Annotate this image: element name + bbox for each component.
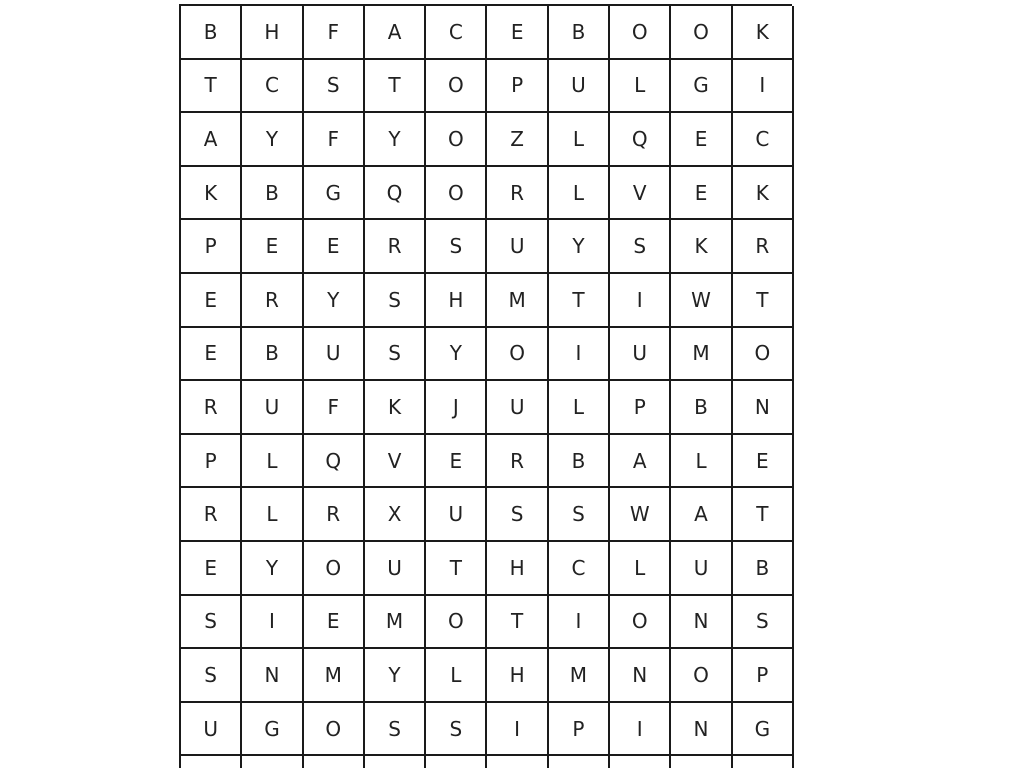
grid-cell[interactable]: S	[181, 649, 242, 703]
grid-cell[interactable]: R	[487, 167, 548, 221]
grid-cell[interactable]: U	[610, 328, 671, 382]
grid-cell[interactable]: U	[487, 220, 548, 274]
grid-cell[interactable]: Z	[487, 113, 548, 167]
grid-cell[interactable]: H	[487, 542, 548, 596]
grid-cell[interactable]: S	[181, 596, 242, 650]
grid-cell[interactable]: M	[671, 328, 732, 382]
grid-cell[interactable]: O	[610, 6, 671, 60]
grid-cell[interactable]: F	[304, 381, 365, 435]
grid-cell[interactable]: N	[671, 703, 732, 757]
grid-cell[interactable]	[181, 756, 242, 768]
grid-cell[interactable]: Q	[304, 435, 365, 489]
word-search-grid	[179, 4, 792, 768]
grid-cell[interactable]: M	[365, 596, 426, 650]
grid-cell[interactable]: I	[733, 60, 794, 114]
grid-cell[interactable]: T	[487, 596, 548, 650]
grid-cell[interactable]: B	[242, 328, 303, 382]
grid-cell[interactable]	[733, 756, 794, 768]
grid-cell[interactable]: O	[426, 60, 487, 114]
grid-cell[interactable]: U	[242, 381, 303, 435]
grid-cell[interactable]: E	[181, 542, 242, 596]
grid-cell[interactable]: W	[610, 488, 671, 542]
grid-cell[interactable]: K	[671, 220, 732, 274]
grid-cell[interactable]: O	[426, 113, 487, 167]
grid-cell[interactable]: R	[304, 488, 365, 542]
grid-cell[interactable]: C	[549, 542, 610, 596]
grid-cell[interactable]: N	[242, 649, 303, 703]
grid-cell[interactable]: V	[365, 435, 426, 489]
grid-cell[interactable]: S	[365, 274, 426, 328]
grid-cell[interactable]: U	[671, 542, 732, 596]
grid-cell[interactable]: K	[733, 6, 794, 60]
grid-cell[interactable]: Y	[426, 328, 487, 382]
grid-cell[interactable]: U	[304, 328, 365, 382]
grid-cell[interactable]: L	[549, 167, 610, 221]
grid-cell[interactable]: S	[365, 328, 426, 382]
grid-cell[interactable]: E	[487, 6, 548, 60]
grid-cell[interactable]: R	[365, 220, 426, 274]
grid-cell[interactable]: S	[304, 60, 365, 114]
grid-cell[interactable]: E	[181, 274, 242, 328]
grid-cell[interactable]: I	[549, 328, 610, 382]
grid-cell[interactable]: Y	[242, 113, 303, 167]
grid-cell[interactable]: H	[242, 6, 303, 60]
grid-cell[interactable]: L	[671, 435, 732, 489]
grid-cell[interactable]: M	[304, 649, 365, 703]
grid-cell[interactable]: S	[365, 703, 426, 757]
grid-cell[interactable]: P	[487, 60, 548, 114]
grid-cell[interactable]: L	[242, 488, 303, 542]
grid-cell[interactable]: A	[610, 435, 671, 489]
grid-cell[interactable]: B	[549, 435, 610, 489]
grid-cell[interactable]: Q	[365, 167, 426, 221]
grid-cell[interactable]: J	[426, 381, 487, 435]
grid-cell[interactable]: F	[304, 113, 365, 167]
grid-cell[interactable]: P	[181, 220, 242, 274]
grid-cell[interactable]: A	[365, 6, 426, 60]
grid-cell[interactable]: M	[487, 274, 548, 328]
grid-cell[interactable]: I	[549, 596, 610, 650]
grid-cell[interactable]: S	[610, 220, 671, 274]
grid-cell[interactable]: Y	[549, 220, 610, 274]
grid-cell[interactable]: B	[242, 167, 303, 221]
grid-cell[interactable]: U	[549, 60, 610, 114]
grid-cell[interactable]: U	[426, 488, 487, 542]
grid-cell[interactable]: S	[426, 220, 487, 274]
grid-cell[interactable]: P	[181, 435, 242, 489]
grid-cell[interactable]: Y	[304, 274, 365, 328]
grid-cell[interactable]: Y	[242, 542, 303, 596]
grid-cell[interactable]: B	[549, 6, 610, 60]
grid-cell[interactable]: T	[549, 274, 610, 328]
grid-cell[interactable]: L	[549, 113, 610, 167]
grid-cell[interactable]: E	[426, 435, 487, 489]
grid-cell[interactable]: Y	[365, 113, 426, 167]
grid-cell[interactable]: I	[242, 596, 303, 650]
grid-cell[interactable]: Q	[610, 113, 671, 167]
grid-cell[interactable]: O	[733, 328, 794, 382]
grid-cell[interactable]	[487, 756, 548, 768]
grid-cell[interactable]: C	[426, 6, 487, 60]
grid-cell[interactable]: O	[426, 167, 487, 221]
grid-cell[interactable]: P	[610, 381, 671, 435]
grid-cell[interactable]: O	[487, 328, 548, 382]
grid-cell[interactable]: K	[733, 167, 794, 221]
grid-cell[interactable]: E	[242, 220, 303, 274]
grid-cell[interactable]: U	[487, 381, 548, 435]
grid-cell[interactable]: O	[426, 596, 487, 650]
grid-cell[interactable]: U	[365, 542, 426, 596]
grid-cell[interactable]: Y	[365, 649, 426, 703]
grid-cell[interactable]: V	[610, 167, 671, 221]
grid-cell[interactable]: X	[365, 488, 426, 542]
grid-cell[interactable]: S	[549, 488, 610, 542]
grid-cell[interactable]	[610, 756, 671, 768]
grid-cell[interactable]: B	[181, 6, 242, 60]
grid-cell[interactable]: P	[549, 703, 610, 757]
grid-cell[interactable]: L	[610, 60, 671, 114]
grid-cell[interactable]	[242, 756, 303, 768]
grid-cell[interactable]: S	[733, 596, 794, 650]
grid-cell[interactable]: R	[242, 274, 303, 328]
grid-cell[interactable]: P	[733, 649, 794, 703]
grid-cell[interactable]: T	[181, 60, 242, 114]
grid-cell[interactable]: E	[304, 220, 365, 274]
grid-cell[interactable]: T	[365, 60, 426, 114]
grid-cell[interactable]: R	[181, 488, 242, 542]
grid-cell[interactable]: B	[733, 542, 794, 596]
grid-cell[interactable]: E	[733, 435, 794, 489]
grid-cell[interactable]: A	[671, 488, 732, 542]
grid-cell[interactable]: N	[671, 596, 732, 650]
grid-cell[interactable]	[426, 756, 487, 768]
grid-cell[interactable]: K	[365, 381, 426, 435]
grid-cell[interactable]: U	[181, 703, 242, 757]
grid-cell[interactable]: O	[304, 703, 365, 757]
grid-cell[interactable]: B	[671, 381, 732, 435]
grid-cell[interactable]: R	[733, 220, 794, 274]
grid-cell[interactable]: T	[733, 488, 794, 542]
grid-cell[interactable]: E	[181, 328, 242, 382]
grid-cell[interactable]: C	[733, 113, 794, 167]
grid-cell[interactable]: N	[610, 649, 671, 703]
grid-cell[interactable]	[304, 756, 365, 768]
grid-cell[interactable]: I	[610, 274, 671, 328]
grid-cell[interactable]: G	[671, 60, 732, 114]
grid-cell[interactable]: C	[242, 60, 303, 114]
grid-cell[interactable]	[365, 756, 426, 768]
grid-cell[interactable]: O	[610, 596, 671, 650]
grid-cell[interactable]: H	[487, 649, 548, 703]
grid-cell[interactable]: N	[733, 381, 794, 435]
grid-cell[interactable]: L	[242, 435, 303, 489]
grid-cell[interactable]	[671, 756, 732, 768]
grid-cell[interactable]: L	[426, 649, 487, 703]
grid-cell[interactable]: L	[549, 381, 610, 435]
grid-cell[interactable]: I	[487, 703, 548, 757]
grid-cell[interactable]: G	[733, 703, 794, 757]
grid-cell[interactable]: K	[181, 167, 242, 221]
grid-cell[interactable]: L	[610, 542, 671, 596]
grid-cell[interactable]: T	[733, 274, 794, 328]
grid-cell[interactable]: I	[610, 703, 671, 757]
grid-cell[interactable]	[549, 756, 610, 768]
grid-cell[interactable]: O	[671, 649, 732, 703]
grid-cell[interactable]: H	[426, 274, 487, 328]
grid-cell[interactable]: F	[304, 6, 365, 60]
grid-cell[interactable]: R	[181, 381, 242, 435]
grid-cell[interactable]: E	[304, 596, 365, 650]
grid-cell[interactable]: O	[671, 6, 732, 60]
grid-cell[interactable]: W	[671, 274, 732, 328]
grid-cell[interactable]: O	[304, 542, 365, 596]
grid-cell[interactable]: G	[304, 167, 365, 221]
grid-cell[interactable]: M	[549, 649, 610, 703]
grid-cell[interactable]: A	[181, 113, 242, 167]
grid-cell[interactable]: S	[426, 703, 487, 757]
grid-cell[interactable]: S	[487, 488, 548, 542]
grid-cell[interactable]: E	[671, 167, 732, 221]
grid-cell[interactable]: T	[426, 542, 487, 596]
grid-cell[interactable]: E	[671, 113, 732, 167]
grid-cell[interactable]: G	[242, 703, 303, 757]
grid-cell[interactable]: R	[487, 435, 548, 489]
